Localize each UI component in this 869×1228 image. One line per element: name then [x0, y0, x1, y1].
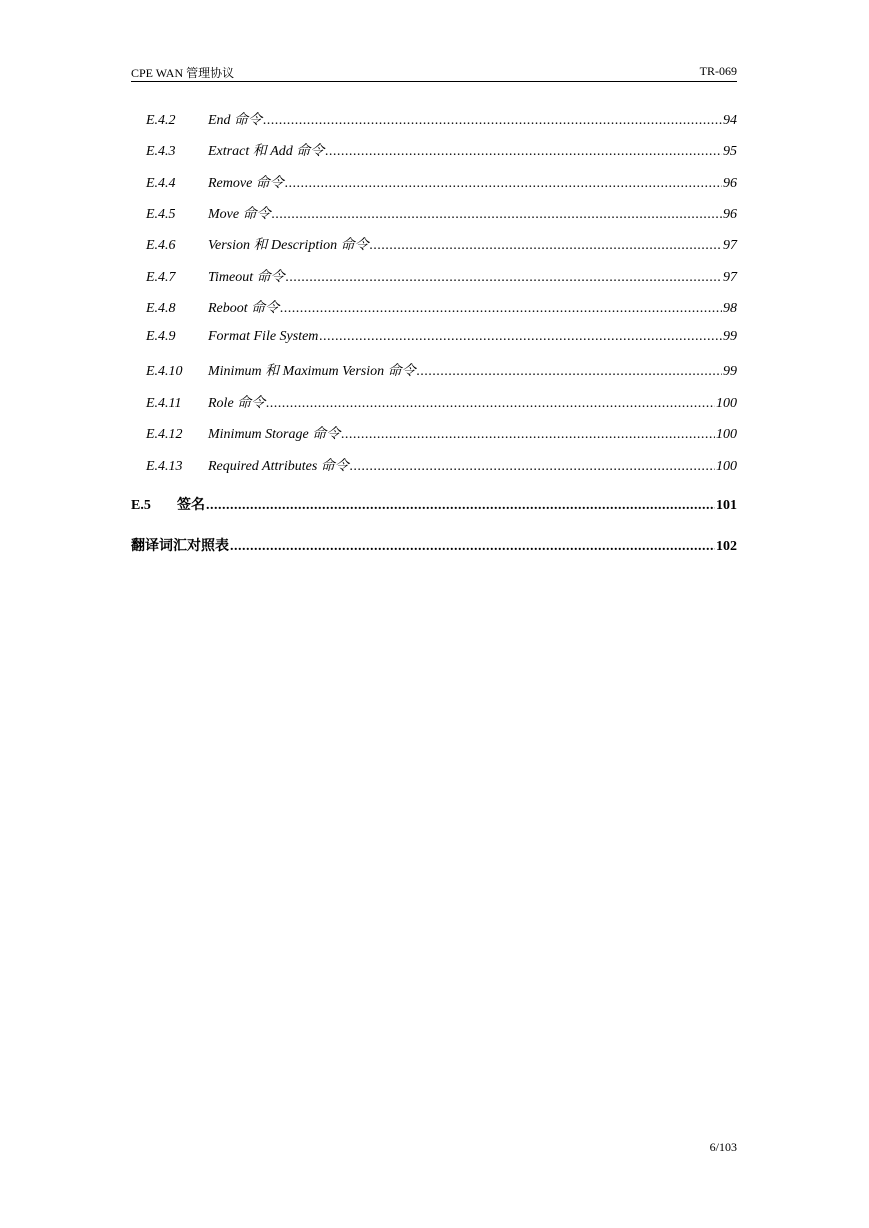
toc-dot-leader — [350, 459, 715, 475]
toc-entry-page: 98 — [723, 301, 737, 316]
toc-entry-number: E.4.3 — [146, 144, 176, 159]
toc-entry-title: Format File System — [208, 329, 319, 344]
toc-entry[interactable] — [146, 234, 737, 252]
toc-entry[interactable] — [146, 203, 737, 221]
toc-entry[interactable] — [146, 109, 737, 127]
toc-entry-page: 97 — [723, 238, 737, 253]
toc-main-entry[interactable] — [131, 494, 737, 514]
page-header — [131, 62, 737, 82]
toc-dot-leader — [319, 329, 722, 345]
toc-entry-page: 94 — [723, 113, 737, 128]
toc-dot-leader — [370, 238, 722, 254]
toc-entry-number: E.4.13 — [146, 459, 183, 474]
toc-entry[interactable] — [146, 172, 737, 190]
toc-entry-page: 101 — [716, 498, 737, 513]
toc-dot-leader — [286, 270, 722, 286]
toc-dot-leader — [263, 113, 722, 129]
toc-entry-page: 96 — [723, 207, 737, 222]
toc-dot-leader — [285, 176, 722, 192]
toc-entry-title: Minimum 和 Maximum Version 命令 — [208, 364, 416, 379]
toc-dot-leader — [325, 144, 722, 160]
toc-entry-title: Version 和 Description 命令 — [208, 238, 369, 253]
toc-entry-title: Timeout 命令 — [208, 270, 285, 285]
toc-entry-page: 100 — [716, 427, 737, 442]
toc-entry[interactable] — [146, 360, 737, 378]
toc-entry-page: 95 — [723, 144, 737, 159]
toc-entry-number: E.4.2 — [146, 113, 176, 128]
toc-entry-title: Extract 和 Add 命令 — [208, 144, 325, 159]
toc-entry-number: E.5 — [131, 498, 151, 513]
toc-entry-title: Role 命令 — [208, 396, 266, 411]
toc-entry-page: 97 — [723, 270, 737, 285]
toc-entry-title: 签名 — [177, 498, 205, 513]
toc-entry-number: E.4.12 — [146, 427, 183, 442]
toc-entry[interactable] — [146, 297, 737, 315]
toc-entry[interactable] — [146, 329, 737, 347]
toc-entry-page: 99 — [723, 329, 737, 344]
toc-entry-title: End 命令 — [208, 113, 263, 128]
toc-entry-title: Reboot 命令 — [208, 301, 280, 316]
toc-entry-page: 99 — [723, 364, 737, 379]
toc-entry-number: E.4.4 — [146, 176, 176, 191]
toc-entry[interactable] — [146, 455, 737, 473]
toc-entry-number: E.4.9 — [146, 329, 176, 344]
toc-entry-number: E.4.8 — [146, 301, 176, 316]
toc-entry-page: 100 — [716, 459, 737, 474]
toc-entry-number: E.4.6 — [146, 238, 176, 253]
toc-entry-number: E.4.7 — [146, 270, 176, 285]
toc-entry-number: E.4.5 — [146, 207, 176, 222]
toc-entry[interactable] — [146, 392, 737, 410]
toc-dot-leader — [206, 498, 715, 514]
toc-entry[interactable] — [146, 266, 737, 284]
toc-dot-leader — [280, 301, 722, 317]
toc-entry-number: E.4.10 — [146, 364, 183, 379]
toc-entry-title: Remove 命令 — [208, 176, 284, 191]
toc-entry[interactable] — [146, 423, 737, 441]
toc-dot-leader — [341, 427, 715, 443]
header-document-id: TR-069 — [699, 64, 737, 78]
header-document-title: CPE WAN 管理协议 — [131, 66, 235, 80]
toc-entry-number: E.4.11 — [146, 396, 182, 411]
toc-entry[interactable] — [146, 140, 737, 158]
page-number: 6/103 — [709, 1140, 737, 1154]
toc-entry-title: Minimum Storage 命令 — [208, 427, 341, 442]
toc-entry-page: 102 — [716, 539, 737, 554]
toc-entry-title: Move 命令 — [208, 207, 271, 222]
toc-entry-page: 96 — [723, 176, 737, 191]
toc-dot-leader — [417, 364, 722, 380]
toc-dot-leader — [230, 539, 715, 555]
toc-dot-leader — [266, 396, 715, 412]
toc-dot-leader — [272, 207, 722, 223]
toc-entry-title: Required Attributes 命令 — [208, 459, 349, 474]
toc-entry-title: 翻译词汇对照表 — [131, 539, 229, 554]
toc-entry-page: 100 — [716, 396, 737, 411]
toc-main-entry[interactable] — [131, 535, 737, 555]
